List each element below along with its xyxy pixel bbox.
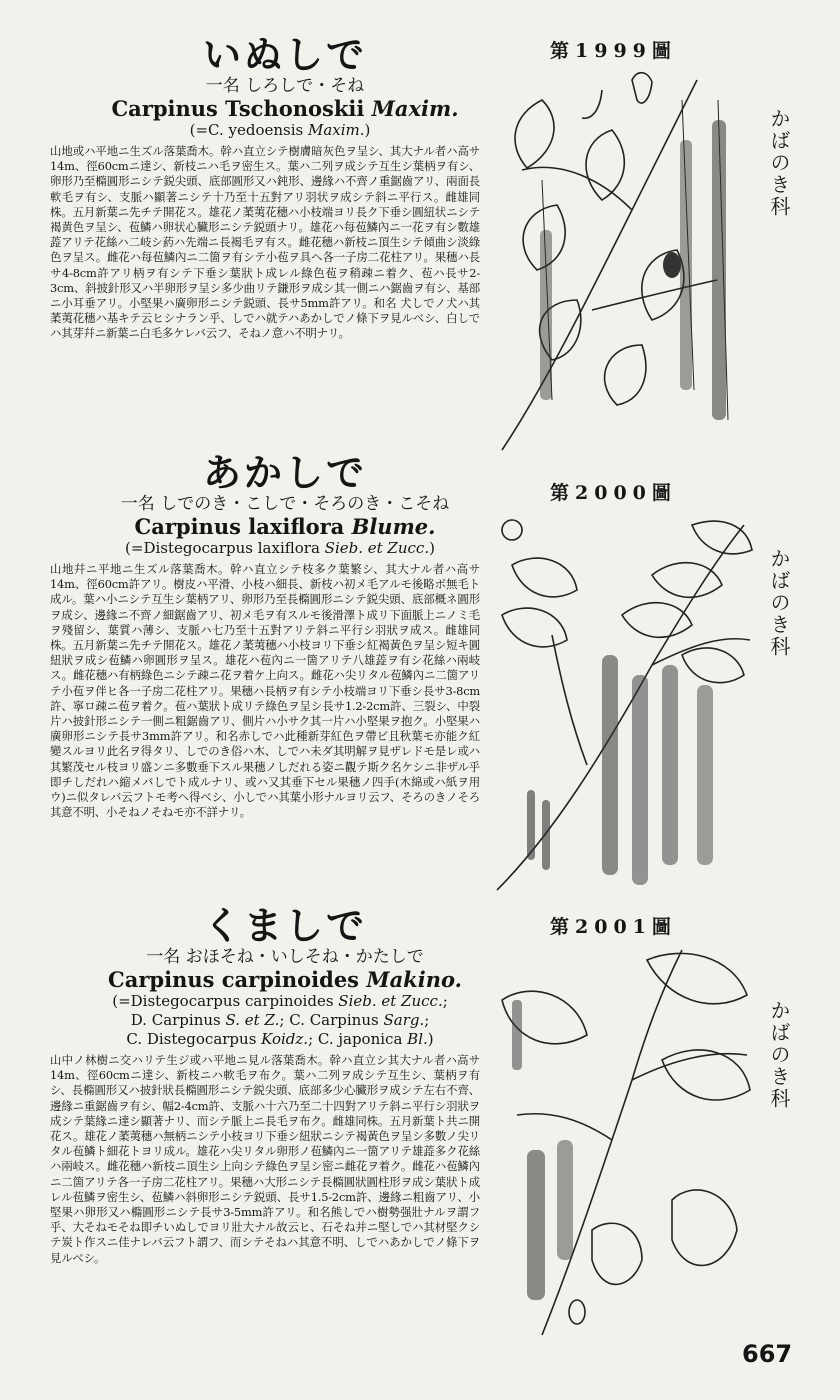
figure-number: 第1999圖: [550, 40, 677, 62]
botanical-illustration-1999: [482, 60, 757, 460]
figure-number: 第2001圖: [550, 916, 677, 938]
family-label: かばのき科: [767, 1000, 791, 1110]
entry-akashide: [50, 452, 480, 820]
description-text: 山地幷ニ平地ニ生ズル落葉喬木。幹ハ直立シテ枝多ク葉繁シ、其大ナル者ハ高サ14m、徑60cm許アリ。樹皮ハ平滑、小枝ハ細長、新枝ハ初メ毛アルモ後略ボ無毛ト成ル。葉ハ小ニシテ互生シ葉柄アリ、卵形乃至長橢圓形ニシテ鋭尖頭、底部概ネ圓形ヲ成シ、邊緣ニ不齊ノ細鋸齒アリ、初メ毛ヲ有スルモ後滑澤ト成リ下面脈上ニノミ毛ヲ殘留シ、葉質ハ薄シ、支脈ハ七乃至十五對アリテ斜ニ平行シ羽狀ヲ成ス。雌雄同株。五月新葉ニ先チテ開花ス。雄花ノ葇荑穗ハ小枝ヨリ下垂シ紅褐黃色ヲ呈シ短キ圓紐狀ヲ成シ苞鱗ハ卵圓形ヲ呈ス。雄花ハ苞內ニ一箇アリテ八雄蕋ヲ有シ花絲ハ兩岐ス。雌花穗ハ有柄綠色ニシテ疎ニ花ヲ着ケ上向ス。雌花ハ尖リタル苞鱗內ニ二箇アリテ小苞ヲ伴ヒ各一子房二花柱アリ。果穗ハ長柄ヲ有シテ小枝端ヨリ下垂シ長サ3-8cm許、寧ロ疎ニ苞ヲ着ク。苞ハ葉狀ト成リテ綠色ヲ呈シ長サ1.2-2cm許、三裂シ、中裂片ハ披針形ニシテ一側ニ粗鋸齒アリ、側片ハ小サク其一片ハ小堅果ヲ抱ク。小堅果ハ廣卵形ニシテ長サ3mm許アリ。和名赤しでハ此種新芽紅色ヲ帶ビ且秋葉モ亦能ク紅變スルヨリ此名ヲ得タリ、しでのき俗ハ木、しでハ未ダ其明解ヲ見ザレドモ是レ或ハ其繁茂セル枝ヨリ盛ンニ多數垂下スル果穗ノしだれる姿ニ觀テ斯ク名ケシニ非ザル乎即チしだれハ縮メバしでト成ルナリ、或ハ又其垂下セル果穗ノ四手(木綿或ハ紙ヲ用ウ)ニ似タレバ云フトモ考ヘ得ベシ、小しでハ其葉小形ナルヨリ云フ、そろのきノそろ其意不明、小そねノそねモ亦不詳ナリ。: [50, 562, 480, 820]
entry-inushide: [50, 34, 480, 342]
japanese-name: くましで: [202, 903, 367, 948]
alternate-names: 一名 しろしで・そね: [205, 76, 365, 96]
latin-name: [90, 96, 480, 121]
latin-name: [90, 514, 480, 539]
alternate-names: 一名 しでのき・こしで・そろのき・こそね: [120, 494, 450, 514]
figure-number: 第2000圖: [550, 482, 677, 504]
family-label: かばのき科: [767, 548, 791, 658]
latin-author: Maxim.: [371, 96, 459, 121]
latin-genus-species: Carpinus laxiflora: [134, 514, 345, 539]
latin-author: Makino.: [366, 967, 462, 992]
botanical-illustration-2000: [482, 505, 757, 900]
japanese-name: あかしで: [202, 450, 367, 495]
botanical-illustration-2001: [482, 940, 757, 1340]
family-label: かばのき科: [767, 108, 791, 218]
latin-name: [90, 967, 480, 992]
latin-author: Blume.: [351, 514, 436, 539]
japanese-name: いぬしで: [202, 32, 367, 77]
synonyms: (=Distegocarpus carpinoides Sieb. et Zucc.; D. Carpinus S. et Z.; C. Carpinus Sarg.; C. Distegocarpus Koidz.; C. japonica Bl.): [112, 992, 448, 1048]
latin-genus-species: Carpinus Tschonoskii: [111, 96, 365, 121]
synonyms: (=C. yedoensis Maxim.): [189, 121, 371, 139]
description-text: 山地或ハ平地ニ生ズル落葉喬木。幹ハ直立シテ樹膚暗灰色ヲ呈シ、其大ナル者ハ高サ14m、徑60cmニ達シ、新枝ニハ毛ヲ密生ス。葉ハ二列ヲ成シテ互生シ葉柄ヲ有シ、卵形乃至橢圓形ニシテ鋭尖頭、底部圓形又ハ鈍形、邊緣ハ不齊ノ重鋸齒アリ、兩面長軟毛ヲ有シ、支脈ハ顯著ニシテ十乃至十五對アリ羽状ヲ成シテ斜ニ平行ス。雌雄同株。五月新葉ニ先チテ開花ス。雄花ノ葇荑花穗ハ小枝端ヨリ長ク下垂シ圓紐状ニシテ褐黄色ヲ呈シ、苞鱗ハ卵状心臟形ニシテ鋭頭ナリ。雄花ハ每苞鱗內ニ一花ヲ有シ數雄蕋アリテ花絲ハ二岐シ葯ハ先端ニ長褐毛ヲ有ス。雌花穗ハ新枝ニ頂生シテ傾曲シ淡綠色ヲ呈ス。雌花ハ每苞鱗內ニ二箇ヲ有シテ小苞ヲ具ヘ各一子房二花柱アリ。果穗ハ長サ4-8cm許アリ柄ヲ有シテ下垂シ葉狀ト成レル綠色苞ヲ稍疎ニ着ク、苞ハ長サ2-3cm、斜披針形又ハ半卵形ヲ呈シ多少曲リテ鎌形ヲ成シ其一側ニハ鋸齒ヲ有シ、基部ニ小耳垂アリ。小堅果ハ廣卵形ニシテ鋭頭、長サ5mm許アリ。和名 犬しでノ犬ハ其葇荑花穗ハ基キテ云ヒシナラン乎、しでハ就テハあかしでノ條下ヲ見ルベシ、白しでハ其芽幷ニ新葉ニ白毛多ケレバ云フ、そねノ意ハ不明ナリ。: [50, 144, 480, 341]
description-text: 山中ノ林樹ニ交ハリテ生ジ或ハ平地ニ見ル落葉喬木。幹ハ直立シ其大ナル者ハ高サ14m、徑60cmニ達シ、新枝ニハ軟毛ヲ布ク。葉ハ二列ヲ成シテ互生シ、葉柄ヲ有シ、長橢圓形又ハ披針狀長橢圓形ニシテ鋭尖頭、底部多少心臟形ヲ成シテ左右不齊、邊緣ニ重鋸齒ヲ有シ、幅2-4cm許、支脈ハ十六乃至二十四對アリテ斜ニ平行シ羽狀ヲ成シテ葉緣ニ達シ顯著ナリ、而シテ脈上ニ長毛ヲ布ク。雌雄同株。五月新葉ト共ニ開花ス。雄花ノ葇荑穗ハ無柄ニシテ小枝ヨリ下垂シ紐狀ニシテ褐黃色ヲ呈シ多數ノ尖リタル苞鱗ト細花トヨリ成ル。雄花ハ尖リタル卵形ノ苞鱗內ニ一箇アリテ雄蕋多ク花絲ハ兩岐ス。雌花穗ハ新枝ニ頂生シ上向シテ綠色ヲ呈シ密ニ雌花ヲ着ク。雌花ハ苞鱗內ニ二箇アリテ各一子房二花柱アリ。果穗ハ大形ニシテ長橢圓狀圓柱形ヲ成シ葉狀ト成レル苞鱗ヲ密生シ、苞鱗ハ斜卵形ニシテ鋭頭、長サ1.5-2cm許、邊緣ニ粗齒アリ、小堅果ハ卵形又ハ橢圓形ニシテ長サ3-5mm許アリ。和名熊しでハ樹勢强壯ナルヲ謂フ乎、大そねモそね即チいぬしでヨリ壯大ナル故云ヒ、石そね并ニ堅しでハ其材堅クシテ炭ト作スニ佳ナレバ云フト謂フ、而シテそねハ其意不明、しでハあかしでノ條下ヲ見ルベシ。: [50, 1053, 480, 1265]
latin-genus-species: Carpinus carpinoides: [108, 967, 360, 992]
entry-kumashide: [50, 905, 480, 1266]
synonyms: (=Distegocarpus laxiflora Sieb. et Zucc.): [125, 539, 435, 557]
page-number: 667: [742, 1340, 793, 1368]
alternate-names: 一名 おほそね・いしそね・かたしで: [146, 947, 424, 967]
